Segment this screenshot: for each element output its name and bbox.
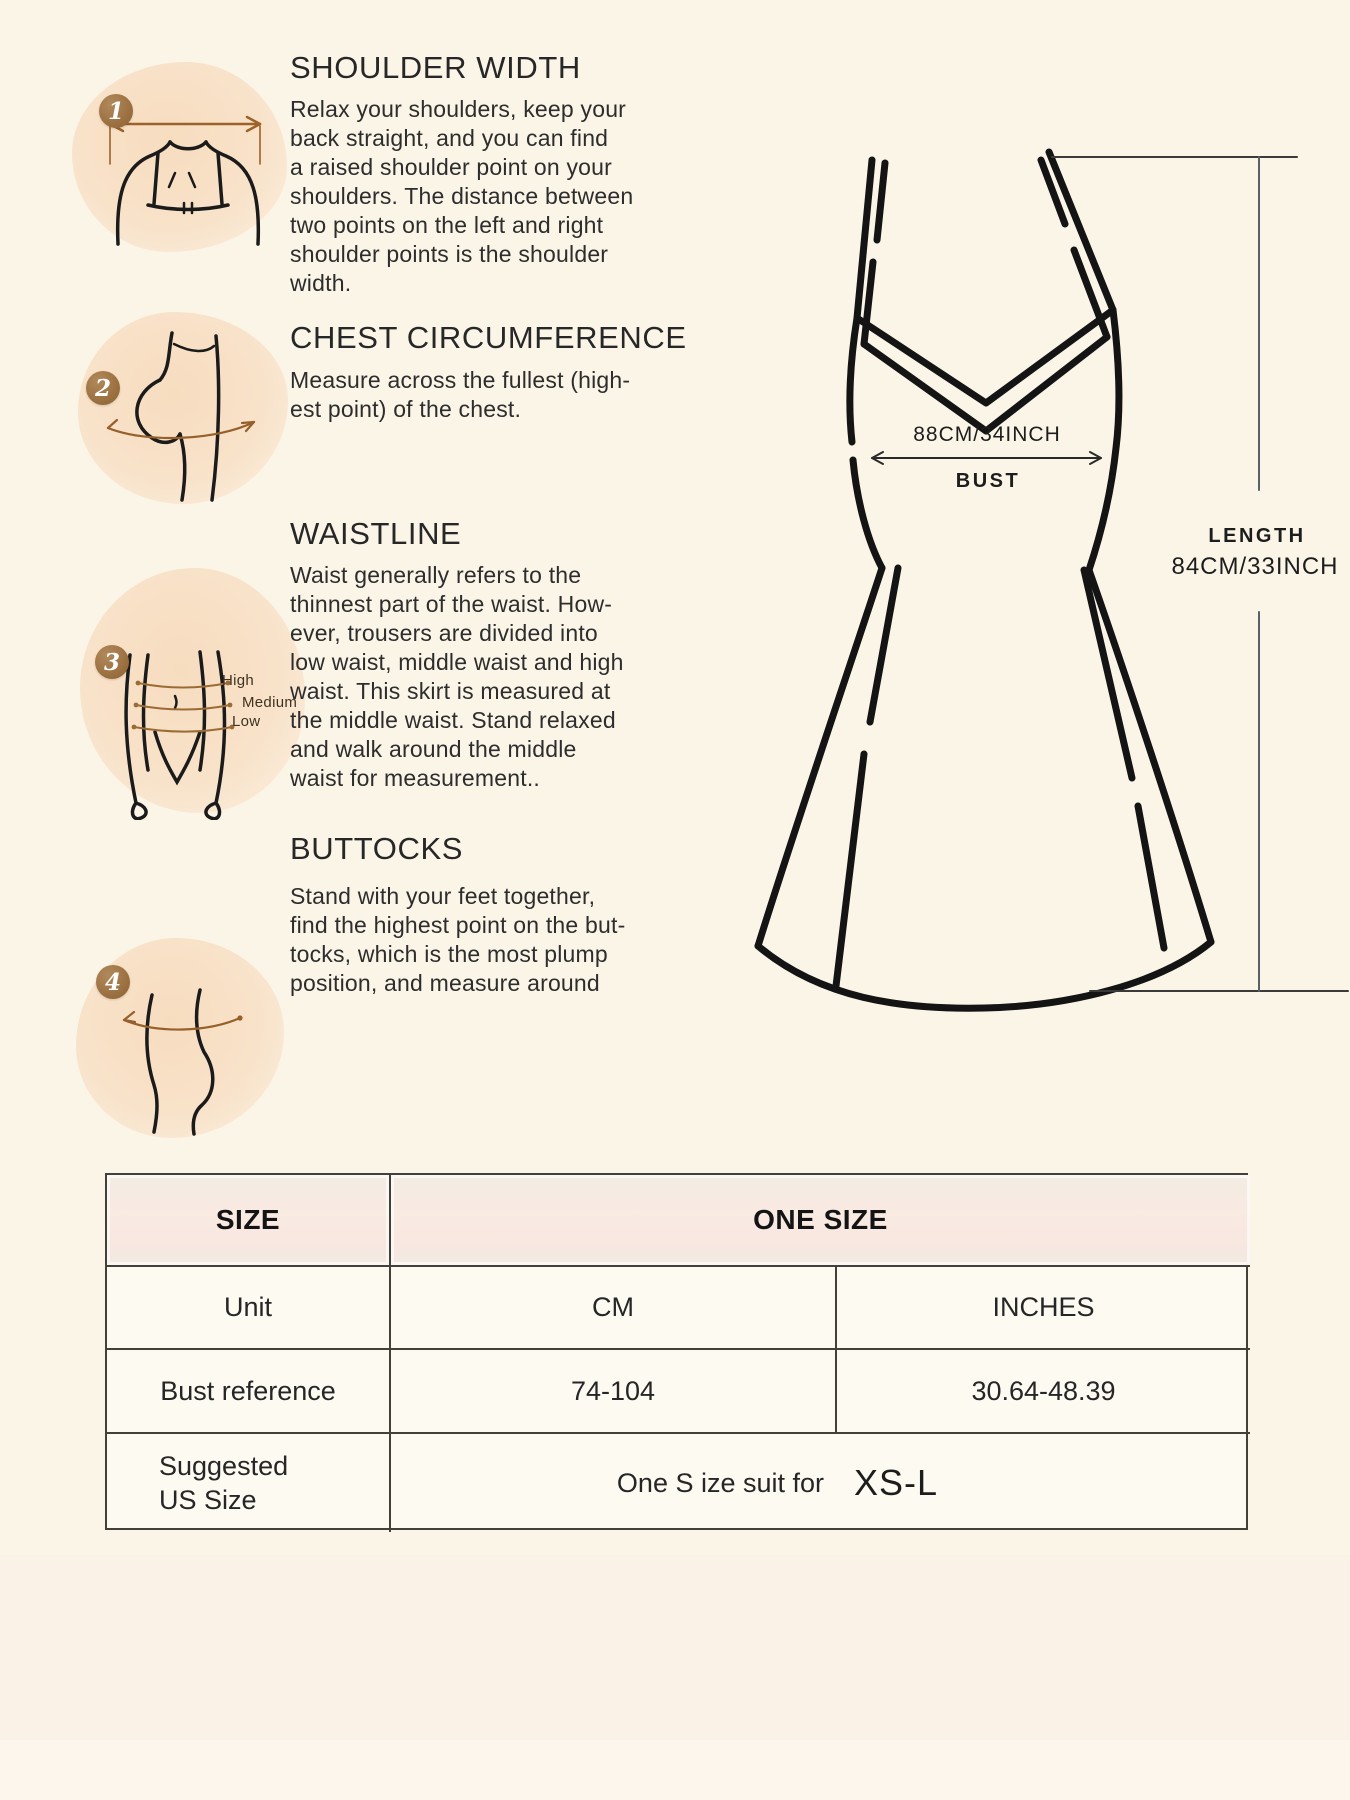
waist-medium-label: Medium — [242, 694, 298, 711]
section-title-chest-circumference: CHEST CIRCUMFERENCE — [290, 320, 687, 355]
waist-high-label: High — [222, 672, 255, 689]
size-table-unit-inches: INCHES — [837, 1267, 1250, 1350]
suggested-size-prefix: One S ize suit for — [616, 1467, 825, 1498]
suggested-size-value: XS-L — [854, 1462, 939, 1503]
section-body-chest-circumference: Measure across the fullest (high- est point) of the chest. — [290, 367, 631, 422]
size-table-suggested-label: Suggested US Size — [107, 1434, 391, 1532]
background-tint-band — [0, 1555, 1350, 1740]
section-number-badge: 3 — [95, 645, 129, 679]
bust-arrow — [872, 452, 1101, 464]
size-table-bust-inches: 30.64-48.39 — [837, 1350, 1250, 1434]
section-number-badge: 4 — [96, 965, 130, 999]
size-table-header-one-size: ONE SIZE — [391, 1175, 1250, 1267]
section-number-badge: 2 — [86, 371, 120, 405]
dress-measurement-diagram — [600, 100, 1350, 1060]
section-title-waistline: WAISTLINE — [290, 516, 462, 551]
size-table-bust-cm: 74-104 — [391, 1350, 837, 1434]
size-table — [105, 1173, 1248, 1530]
waist-low-label: Low — [232, 713, 261, 730]
section-title-shoulder-width: SHOULDER WIDTH — [290, 50, 581, 85]
section-title-buttocks: BUTTOCKS — [290, 831, 464, 866]
size-table-unit-label: Unit — [107, 1267, 391, 1350]
size-table-unit-cm: CM — [391, 1267, 837, 1350]
dress-outline — [758, 152, 1211, 1008]
section-body-shoulder-width: Relax your shoulders, keep your back straight, and you can find a raised shoulder point on your shoulders. The distance between two points on the left and right shoulder points is the shoulder width. — [290, 96, 634, 296]
bust-label: BUST — [955, 470, 1021, 492]
section-body-waistline: Waist generally refers to the thinnest part of the waist. How- ever, trousers are divided into low waist, middle waist and high waist. This skirt is measured at the middle waist. Stand relaxed and walk around the middle waist for measurement.. — [290, 562, 624, 791]
size-table-suggested-cell — [391, 1434, 1250, 1532]
length-label: LENGTH — [1208, 525, 1306, 547]
background-bottom-band — [0, 1740, 1350, 1800]
size-table-header-size: SIZE — [107, 1175, 391, 1267]
bust-value-label: 88CM/34INCH — [913, 423, 1061, 446]
section-body-buttocks: Stand with your feet together, find the highest point on the but- tocks, which is the most plump position, and measure around — [290, 883, 626, 996]
length-value-label: 84CM/33INCH — [1171, 553, 1339, 580]
section-number-badge: 1 — [99, 94, 133, 128]
chest-circumference-icon — [88, 318, 288, 513]
size-table-bust-label: Bust reference — [107, 1350, 391, 1434]
